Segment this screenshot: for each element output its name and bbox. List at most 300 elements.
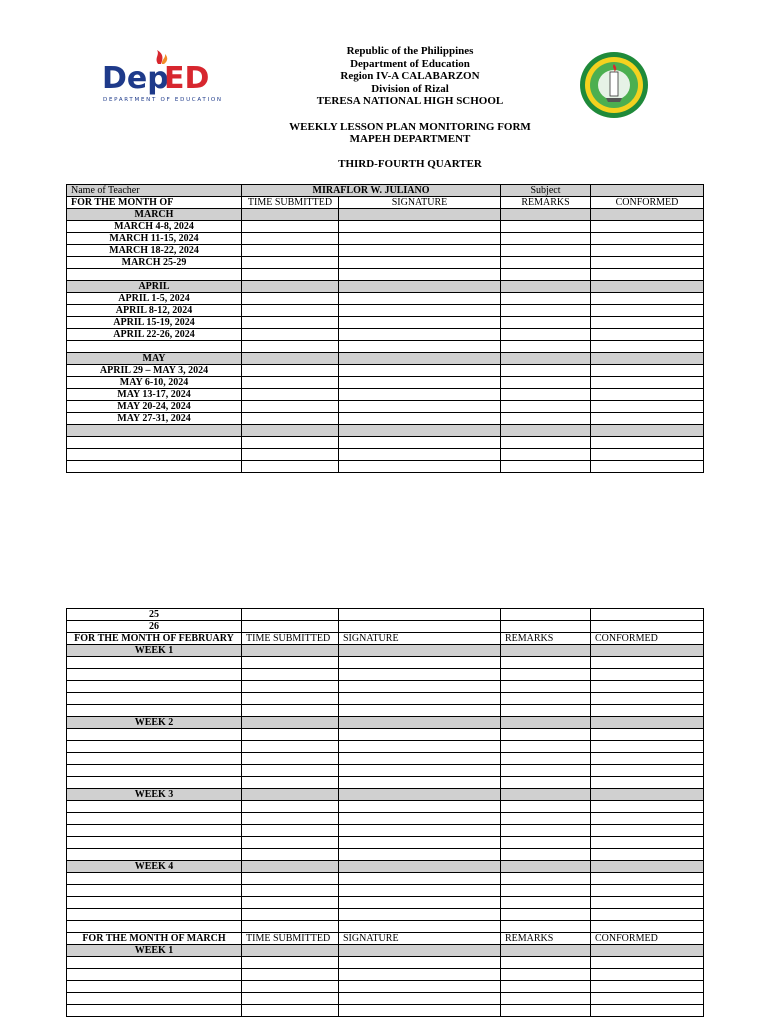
remarks-cell[interactable] bbox=[501, 257, 591, 269]
remarks-cell[interactable] bbox=[501, 741, 591, 753]
conformed-cell[interactable] bbox=[591, 669, 704, 681]
conformed-cell[interactable] bbox=[591, 765, 704, 777]
conformed-cell[interactable] bbox=[591, 389, 704, 401]
remarks-cell[interactable] bbox=[501, 813, 591, 825]
remarks-cell[interactable] bbox=[501, 921, 591, 933]
remarks-cell[interactable] bbox=[501, 449, 591, 461]
conformed-cell[interactable] bbox=[591, 777, 704, 789]
week-label: MAY 20-24, 2024 bbox=[67, 401, 242, 413]
table-row bbox=[67, 717, 704, 729]
remarks-cell[interactable] bbox=[501, 657, 591, 669]
signature-cell[interactable] bbox=[339, 645, 501, 657]
time-submitted-cell[interactable] bbox=[242, 705, 339, 717]
table-row bbox=[67, 909, 704, 921]
conformed-cell[interactable] bbox=[591, 645, 704, 657]
conformed-cell[interactable] bbox=[591, 365, 704, 377]
month-column-header: FOR THE MONTH OF FEBRUARY bbox=[67, 633, 242, 645]
signature-cell[interactable] bbox=[339, 377, 501, 389]
conformed-cell[interactable] bbox=[591, 609, 704, 621]
conformed-cell[interactable] bbox=[591, 753, 704, 765]
week-label bbox=[67, 1005, 242, 1017]
quarter-title: THIRD-FOURTH QUARTER bbox=[338, 158, 482, 171]
time-submitted-cell[interactable] bbox=[242, 401, 339, 413]
remarks-cell[interactable] bbox=[501, 425, 591, 437]
time-submitted-cell[interactable] bbox=[242, 437, 339, 449]
remarks-cell[interactable] bbox=[501, 461, 591, 473]
signature-cell[interactable] bbox=[339, 413, 501, 425]
table-row bbox=[67, 777, 704, 789]
signature-cell[interactable] bbox=[339, 945, 501, 957]
signature-cell[interactable] bbox=[339, 885, 501, 897]
conformed-cell[interactable] bbox=[591, 705, 704, 717]
time-submitted-cell[interactable] bbox=[242, 669, 339, 681]
table-row bbox=[67, 413, 704, 425]
signature-cell[interactable] bbox=[339, 353, 501, 365]
conformed-cell[interactable] bbox=[591, 981, 704, 993]
school-seal-icon bbox=[578, 50, 650, 120]
signature-cell[interactable] bbox=[339, 693, 501, 705]
remarks-cell[interactable] bbox=[501, 765, 591, 777]
conformed-cell[interactable] bbox=[591, 693, 704, 705]
table-row bbox=[67, 837, 704, 849]
signature-cell[interactable] bbox=[339, 765, 501, 777]
conformed-cell[interactable] bbox=[591, 945, 704, 957]
time-submitted-cell[interactable] bbox=[242, 413, 339, 425]
signature-cell[interactable] bbox=[339, 897, 501, 909]
signature-cell[interactable] bbox=[339, 969, 501, 981]
week-label: WEEK 3 bbox=[67, 789, 242, 801]
time-submitted-cell[interactable] bbox=[242, 837, 339, 849]
remarks-cell[interactable] bbox=[501, 717, 591, 729]
signature-cell[interactable] bbox=[339, 329, 501, 341]
conformed-cell[interactable] bbox=[591, 789, 704, 801]
conformed-cell[interactable] bbox=[591, 245, 704, 257]
conformed-cell[interactable] bbox=[591, 269, 704, 281]
remarks-cell[interactable] bbox=[501, 693, 591, 705]
time-submitted-cell[interactable] bbox=[242, 341, 339, 353]
signature-cell[interactable] bbox=[339, 777, 501, 789]
time-submitted-cell[interactable] bbox=[242, 729, 339, 741]
table-row bbox=[67, 741, 704, 753]
time-submitted-cell[interactable] bbox=[242, 861, 339, 873]
remarks-cell[interactable] bbox=[501, 621, 591, 633]
signature-cell[interactable] bbox=[339, 461, 501, 473]
table-row bbox=[67, 693, 704, 705]
remarks-cell[interactable] bbox=[501, 341, 591, 353]
remarks-cell[interactable] bbox=[501, 1005, 591, 1017]
conformed-cell[interactable] bbox=[591, 681, 704, 693]
signature-cell[interactable] bbox=[339, 861, 501, 873]
signature-cell[interactable] bbox=[339, 221, 501, 233]
time-submitted-cell[interactable] bbox=[242, 221, 339, 233]
signature-header: SIGNATURE bbox=[339, 633, 501, 645]
remarks-cell[interactable] bbox=[501, 293, 591, 305]
table-row bbox=[67, 233, 704, 245]
table-row bbox=[67, 401, 704, 413]
table-row bbox=[67, 329, 704, 341]
remarks-cell[interactable] bbox=[501, 365, 591, 377]
remarks-cell[interactable] bbox=[501, 861, 591, 873]
table-row bbox=[67, 353, 704, 365]
subject-value[interactable] bbox=[591, 185, 704, 197]
time-submitted-cell[interactable] bbox=[242, 777, 339, 789]
remarks-cell[interactable] bbox=[501, 777, 591, 789]
signature-cell[interactable] bbox=[339, 993, 501, 1005]
conformed-cell[interactable] bbox=[591, 221, 704, 233]
week-label: MARCH 11-15, 2024 bbox=[67, 233, 242, 245]
week-label bbox=[67, 885, 242, 897]
remarks-cell[interactable] bbox=[501, 669, 591, 681]
conformed-cell[interactable] bbox=[591, 861, 704, 873]
teacher-label: Name of Teacher bbox=[67, 185, 242, 197]
week-label: MAY bbox=[67, 353, 242, 365]
time-submitted-header: TIME SUBMITTED bbox=[242, 633, 339, 645]
conformed-cell[interactable] bbox=[591, 909, 704, 921]
conformed-cell[interactable] bbox=[591, 233, 704, 245]
time-submitted-cell[interactable] bbox=[242, 317, 339, 329]
remarks-cell[interactable] bbox=[501, 413, 591, 425]
time-submitted-cell[interactable] bbox=[242, 233, 339, 245]
remarks-cell[interactable] bbox=[501, 221, 591, 233]
remarks-cell[interactable] bbox=[501, 825, 591, 837]
signature-cell[interactable] bbox=[339, 317, 501, 329]
time-submitted-cell[interactable] bbox=[242, 281, 339, 293]
time-submitted-cell[interactable] bbox=[242, 425, 339, 437]
time-submitted-cell[interactable] bbox=[242, 305, 339, 317]
week-label: APRIL bbox=[67, 281, 242, 293]
remarks-cell[interactable] bbox=[501, 353, 591, 365]
remarks-cell[interactable] bbox=[501, 909, 591, 921]
header-region: Region IV-A CALABARZON bbox=[340, 70, 480, 83]
signature-cell[interactable] bbox=[339, 837, 501, 849]
remarks-cell[interactable] bbox=[501, 305, 591, 317]
monitoring-table-1 bbox=[66, 184, 704, 473]
remarks-cell[interactable] bbox=[501, 957, 591, 969]
time-submitted-cell[interactable] bbox=[242, 621, 339, 633]
signature-cell[interactable] bbox=[339, 365, 501, 377]
week-label bbox=[67, 873, 242, 885]
time-submitted-cell[interactable] bbox=[242, 789, 339, 801]
remarks-header: REMARKS bbox=[501, 197, 591, 209]
remarks-cell[interactable] bbox=[501, 389, 591, 401]
conformed-cell[interactable] bbox=[591, 413, 704, 425]
week-label bbox=[67, 801, 242, 813]
time-submitted-cell[interactable] bbox=[242, 825, 339, 837]
conformed-cell[interactable] bbox=[591, 209, 704, 221]
signature-cell[interactable] bbox=[339, 921, 501, 933]
signature-cell[interactable] bbox=[339, 269, 501, 281]
week-label: MARCH 25-29 bbox=[67, 257, 242, 269]
conformed-cell[interactable] bbox=[591, 921, 704, 933]
week-label: WEEK 1 bbox=[67, 945, 242, 957]
remarks-cell[interactable] bbox=[501, 849, 591, 861]
remarks-cell[interactable] bbox=[501, 233, 591, 245]
conformed-cell[interactable] bbox=[591, 837, 704, 849]
week-label bbox=[67, 269, 242, 281]
remarks-cell[interactable] bbox=[501, 885, 591, 897]
conformed-cell[interactable] bbox=[591, 401, 704, 413]
signature-cell[interactable] bbox=[339, 957, 501, 969]
conformed-cell[interactable] bbox=[591, 741, 704, 753]
week-label: APRIL 8-12, 2024 bbox=[67, 305, 242, 317]
remarks-cell[interactable] bbox=[501, 401, 591, 413]
signature-cell[interactable] bbox=[339, 705, 501, 717]
time-submitted-cell[interactable] bbox=[242, 885, 339, 897]
subject-label: Subject bbox=[501, 185, 591, 197]
remarks-cell[interactable] bbox=[501, 993, 591, 1005]
week-label bbox=[67, 341, 242, 353]
signature-cell[interactable] bbox=[339, 801, 501, 813]
signature-cell[interactable] bbox=[339, 753, 501, 765]
signature-cell[interactable] bbox=[339, 281, 501, 293]
time-submitted-cell[interactable] bbox=[242, 921, 339, 933]
time-submitted-cell[interactable] bbox=[242, 849, 339, 861]
remarks-cell[interactable] bbox=[501, 245, 591, 257]
table-row bbox=[67, 861, 704, 873]
table-row bbox=[67, 377, 704, 389]
conformed-cell[interactable] bbox=[591, 717, 704, 729]
conformed-cell[interactable] bbox=[591, 353, 704, 365]
week-label: MAY 13-17, 2024 bbox=[67, 389, 242, 401]
week-label bbox=[67, 825, 242, 837]
week-label bbox=[67, 657, 242, 669]
week-label: WEEK 1 bbox=[67, 645, 242, 657]
time-submitted-cell[interactable] bbox=[242, 1005, 339, 1017]
conformed-cell[interactable] bbox=[591, 801, 704, 813]
time-submitted-cell[interactable] bbox=[242, 209, 339, 221]
time-submitted-cell[interactable] bbox=[242, 981, 339, 993]
week-label: MAY 27-31, 2024 bbox=[67, 413, 242, 425]
week-label bbox=[67, 741, 242, 753]
time-submitted-cell[interactable] bbox=[242, 957, 339, 969]
teacher-name[interactable]: MIRAFLOR W. JULIANO bbox=[242, 185, 501, 197]
time-submitted-cell[interactable] bbox=[242, 353, 339, 365]
time-submitted-cell[interactable] bbox=[242, 609, 339, 621]
time-submitted-cell[interactable] bbox=[242, 897, 339, 909]
time-submitted-cell[interactable] bbox=[242, 269, 339, 281]
week-label bbox=[67, 765, 242, 777]
time-submitted-cell[interactable] bbox=[242, 741, 339, 753]
conformed-cell[interactable] bbox=[591, 281, 704, 293]
signature-cell[interactable] bbox=[339, 729, 501, 741]
signature-cell[interactable] bbox=[339, 341, 501, 353]
week-label bbox=[67, 681, 242, 693]
conformed-cell[interactable] bbox=[591, 425, 704, 437]
conformed-cell[interactable] bbox=[591, 449, 704, 461]
signature-cell[interactable] bbox=[339, 609, 501, 621]
time-submitted-cell[interactable] bbox=[242, 945, 339, 957]
conformed-cell[interactable] bbox=[591, 1005, 704, 1017]
conformed-cell[interactable] bbox=[591, 729, 704, 741]
conformed-cell[interactable] bbox=[591, 293, 704, 305]
signature-cell[interactable] bbox=[339, 717, 501, 729]
week-label bbox=[67, 837, 242, 849]
table-row bbox=[67, 1005, 704, 1017]
remarks-cell[interactable] bbox=[501, 281, 591, 293]
week-label: 25 bbox=[67, 609, 242, 621]
signature-cell[interactable] bbox=[339, 389, 501, 401]
remarks-cell[interactable] bbox=[501, 269, 591, 281]
table-row bbox=[67, 449, 704, 461]
table-row bbox=[67, 729, 704, 741]
signature-header: SIGNATURE bbox=[339, 933, 501, 945]
signature-cell[interactable] bbox=[339, 401, 501, 413]
conformed-cell[interactable] bbox=[591, 897, 704, 909]
time-submitted-cell[interactable] bbox=[242, 969, 339, 981]
remarks-cell[interactable] bbox=[501, 705, 591, 717]
table-row bbox=[67, 389, 704, 401]
week-label bbox=[67, 753, 242, 765]
time-submitted-cell[interactable] bbox=[242, 365, 339, 377]
remarks-cell[interactable] bbox=[501, 945, 591, 957]
signature-cell[interactable] bbox=[339, 681, 501, 693]
signature-cell[interactable] bbox=[339, 209, 501, 221]
signature-cell[interactable] bbox=[339, 293, 501, 305]
remarks-cell[interactable] bbox=[501, 789, 591, 801]
signature-cell[interactable] bbox=[339, 437, 501, 449]
month-column-header: FOR THE MONTH OF bbox=[67, 197, 242, 209]
time-submitted-cell[interactable] bbox=[242, 693, 339, 705]
time-submitted-cell[interactable] bbox=[242, 645, 339, 657]
remarks-cell[interactable] bbox=[501, 897, 591, 909]
signature-cell[interactable] bbox=[339, 425, 501, 437]
signature-cell[interactable] bbox=[339, 909, 501, 921]
table-row bbox=[67, 305, 704, 317]
table-row bbox=[67, 657, 704, 669]
column-header-row bbox=[67, 933, 704, 945]
time-submitted-cell[interactable] bbox=[242, 245, 339, 257]
table-row bbox=[67, 257, 704, 269]
week-label bbox=[67, 669, 242, 681]
time-submitted-cell[interactable] bbox=[242, 449, 339, 461]
conformed-cell[interactable] bbox=[591, 329, 704, 341]
signature-cell[interactable] bbox=[339, 981, 501, 993]
conformed-cell[interactable] bbox=[591, 813, 704, 825]
table-row bbox=[67, 681, 704, 693]
deped-logo bbox=[100, 50, 225, 105]
time-submitted-cell[interactable] bbox=[242, 389, 339, 401]
signature-cell[interactable] bbox=[339, 669, 501, 681]
remarks-cell[interactable] bbox=[501, 873, 591, 885]
conformed-cell[interactable] bbox=[591, 993, 704, 1005]
remarks-cell[interactable] bbox=[501, 981, 591, 993]
signature-cell[interactable] bbox=[339, 257, 501, 269]
conformed-cell[interactable] bbox=[591, 461, 704, 473]
signature-cell[interactable] bbox=[339, 245, 501, 257]
conformed-cell[interactable] bbox=[591, 885, 704, 897]
conformed-cell[interactable] bbox=[591, 341, 704, 353]
time-submitted-cell[interactable] bbox=[242, 377, 339, 389]
table-row bbox=[67, 825, 704, 837]
time-submitted-cell[interactable] bbox=[242, 329, 339, 341]
week-label bbox=[67, 909, 242, 921]
conformed-cell[interactable] bbox=[591, 317, 704, 329]
time-submitted-cell[interactable] bbox=[242, 257, 339, 269]
remarks-cell[interactable] bbox=[501, 645, 591, 657]
signature-cell[interactable] bbox=[339, 1005, 501, 1017]
signature-cell[interactable] bbox=[339, 741, 501, 753]
time-submitted-cell[interactable] bbox=[242, 993, 339, 1005]
remarks-cell[interactable] bbox=[501, 329, 591, 341]
signature-cell[interactable] bbox=[339, 873, 501, 885]
conformed-cell[interactable] bbox=[591, 873, 704, 885]
week-label: MARCH 4-8, 2024 bbox=[67, 221, 242, 233]
table-row bbox=[67, 317, 704, 329]
table-row bbox=[67, 849, 704, 861]
time-submitted-cell[interactable] bbox=[242, 461, 339, 473]
signature-cell[interactable] bbox=[339, 233, 501, 245]
time-submitted-cell[interactable] bbox=[242, 909, 339, 921]
table-row bbox=[67, 705, 704, 717]
time-submitted-cell[interactable] bbox=[242, 801, 339, 813]
signature-cell[interactable] bbox=[339, 305, 501, 317]
remarks-cell[interactable] bbox=[501, 437, 591, 449]
remarks-cell[interactable] bbox=[501, 209, 591, 221]
form-title: WEEKLY LESSON PLAN MONITORING FORM bbox=[289, 120, 531, 133]
remarks-cell[interactable] bbox=[501, 729, 591, 741]
remarks-cell[interactable] bbox=[501, 753, 591, 765]
conformed-cell[interactable] bbox=[591, 825, 704, 837]
time-submitted-cell[interactable] bbox=[242, 765, 339, 777]
time-submitted-cell[interactable] bbox=[242, 293, 339, 305]
teacher-row bbox=[67, 185, 704, 197]
conformed-cell[interactable] bbox=[591, 969, 704, 981]
week-label bbox=[67, 425, 242, 437]
conformed-cell[interactable] bbox=[591, 849, 704, 861]
remarks-cell[interactable] bbox=[501, 969, 591, 981]
remarks-cell[interactable] bbox=[501, 377, 591, 389]
conformed-cell[interactable] bbox=[591, 957, 704, 969]
week-label: APRIL 29 – MAY 3, 2024 bbox=[67, 365, 242, 377]
time-submitted-cell[interactable] bbox=[242, 753, 339, 765]
conformed-cell[interactable] bbox=[591, 437, 704, 449]
table-row bbox=[67, 461, 704, 473]
column-header-row bbox=[67, 633, 704, 645]
conformed-cell[interactable] bbox=[591, 621, 704, 633]
remarks-cell[interactable] bbox=[501, 837, 591, 849]
conformed-cell[interactable] bbox=[591, 657, 704, 669]
week-label bbox=[67, 813, 242, 825]
signature-cell[interactable] bbox=[339, 813, 501, 825]
table-row bbox=[67, 885, 704, 897]
signature-cell[interactable] bbox=[339, 621, 501, 633]
week-label bbox=[67, 849, 242, 861]
conformed-cell[interactable] bbox=[591, 305, 704, 317]
time-submitted-cell[interactable] bbox=[242, 813, 339, 825]
table-row bbox=[67, 753, 704, 765]
week-label bbox=[67, 921, 242, 933]
remarks-cell[interactable] bbox=[501, 681, 591, 693]
signature-cell[interactable] bbox=[339, 849, 501, 861]
deped-wordmark-dep: Dep bbox=[102, 61, 169, 96]
time-submitted-cell[interactable] bbox=[242, 873, 339, 885]
table-row bbox=[67, 281, 704, 293]
time-submitted-cell[interactable] bbox=[242, 681, 339, 693]
signature-cell[interactable] bbox=[339, 825, 501, 837]
time-submitted-cell[interactable] bbox=[242, 657, 339, 669]
remarks-cell[interactable] bbox=[501, 609, 591, 621]
table-row bbox=[67, 873, 704, 885]
remarks-cell[interactable] bbox=[501, 801, 591, 813]
signature-cell[interactable] bbox=[339, 789, 501, 801]
conformed-cell[interactable] bbox=[591, 377, 704, 389]
remarks-cell[interactable] bbox=[501, 317, 591, 329]
time-submitted-cell[interactable] bbox=[242, 717, 339, 729]
monitoring-table-2 bbox=[66, 608, 704, 1017]
conformed-cell[interactable] bbox=[591, 257, 704, 269]
signature-cell[interactable] bbox=[339, 449, 501, 461]
signature-cell[interactable] bbox=[339, 657, 501, 669]
